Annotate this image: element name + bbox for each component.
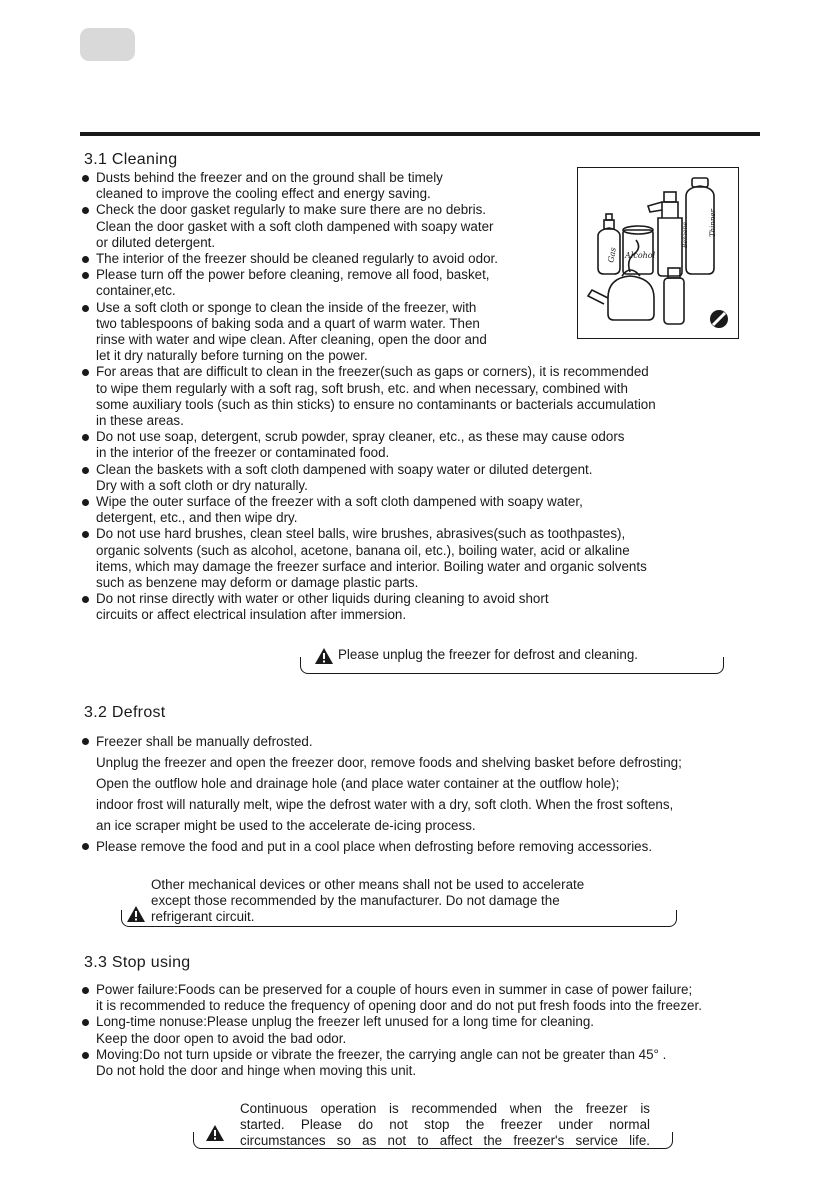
warning-icon bbox=[126, 905, 146, 923]
header-rule bbox=[80, 132, 760, 136]
defrost-list bbox=[81, 731, 781, 857]
alcohol-label: Alcohol bbox=[625, 251, 656, 260]
notice-stop-using: Continuous operation is recommended when the freezer is started. Please do not stop the freezer under normal circumstances so as not to affect the freezer's service life. bbox=[240, 1101, 650, 1148]
list-item: Use a soft cloth or sponge to clean the inside of the freezer, with two tablespoons of baking soda and a quart of warm water. Then rinse with water and wipe clean. After cleaning, open the door and let it dry naturally before turning on the power. bbox=[81, 300, 771, 365]
warning-icon bbox=[205, 1124, 225, 1142]
list-item: Long-time nonuse:Please unplug the freezer left unused for a long time for cleaning. Keep the door open to avoid the bad odor. bbox=[81, 1014, 781, 1046]
list-item: Dusts behind the freezer and on the ground shall be timely cleaned to improve the cooling effect and energy saving. bbox=[81, 170, 771, 202]
heading-cleaning: 3.1 Cleaning bbox=[84, 151, 178, 168]
list-item: Do not rinse directly with water or other liquids during cleaning to avoid short circuits or affect electrical insulation after immersion. bbox=[81, 591, 771, 623]
gas-label: Gas bbox=[606, 246, 618, 264]
list-item: Clean the baskets with a soft cloth dampened with soapy water or diluted detergent. Dry with a soft cloth or dry naturally. bbox=[81, 462, 771, 494]
warning-icon bbox=[314, 647, 334, 665]
section-tab-marker bbox=[80, 28, 135, 61]
benzene-label: Benzene bbox=[682, 222, 689, 248]
list-item: For areas that are difficult to clean in the freezer(such as gaps or corners), it is recommended to wipe them regularly with a soft rag, soft brush, etc. and when necessary, combined with some auxiliary tools (such as thin sticks) to ensure no contaminants or bacterials accumulation in these areas. bbox=[81, 364, 771, 429]
heading-stop-using: 3.3 Stop using bbox=[84, 954, 191, 971]
list-item: Do not use soap, detergent, scrub powder, spray cleaner, etc., as these may cause odors in the interior of the freezer or contaminated food. bbox=[81, 429, 771, 461]
heading-defrost: 3.2 Defrost bbox=[84, 704, 166, 721]
list-item: Wipe the outer surface of the freezer with a soft cloth dampened with soapy water, detergent, etc., and then wipe dry. bbox=[81, 494, 771, 526]
list-item: Check the door gasket regularly to make sure there are no debris. Clean the door gasket with a soft cloth dampened with soapy water or diluted detergent. bbox=[81, 202, 771, 251]
cleaning-list bbox=[81, 170, 771, 624]
stop-using-list bbox=[81, 982, 781, 1079]
list-item: Freezer shall be manually defrosted. Unplug the freezer and open the freezer door, remove foods and shelving basket before defrosting; Open the outflow hole and drainage hole (and place water container at the outflow hole); indoor frost will naturally melt, wipe the defrost water with a dry, soft cloth. When the frost softens, an ice scraper might be used to the accelerate de-icing process. bbox=[81, 731, 781, 836]
list-item: Do not use hard brushes, clean steel balls, wire brushes, abrasives(such as toothpastes), organic solvents (such as alcohol, acetone, banana oil, etc.), boiling water, acid or alkaline items, which may damage the freezer surface and interior. Boiling water and organic solvents such as benzene may deform or damage plastic parts. bbox=[81, 526, 771, 591]
list-item: The interior of the freezer should be cleaned regularly to avoid odor. bbox=[81, 251, 771, 267]
list-item: Moving:Do not turn upside or vibrate the freezer, the carrying angle can not be greater than 45° . Do not hold the door and hinge when moving this unit. bbox=[81, 1047, 781, 1079]
list-item: Please remove the food and put in a cool place when defrosting before removing accessories. bbox=[81, 836, 781, 857]
list-item: Power failure:Foods can be preserved for a couple of hours even in summer in case of power failure; it is recommended to reduce the frequency of opening door and do not put fresh foods into the freezer. bbox=[81, 982, 781, 1014]
thinner-label: Thinner bbox=[709, 209, 717, 237]
notice-cleaning: Please unplug the freezer for defrost and cleaning. bbox=[338, 647, 638, 662]
notice-defrost: Other mechanical devices or other means shall not be used to accelerate except those recommended by the manufacturer. Do not damage the refrigerant circuit. bbox=[151, 877, 585, 924]
list-item: Please turn off the power before cleaning, remove all food, basket, container,etc. bbox=[81, 267, 771, 299]
